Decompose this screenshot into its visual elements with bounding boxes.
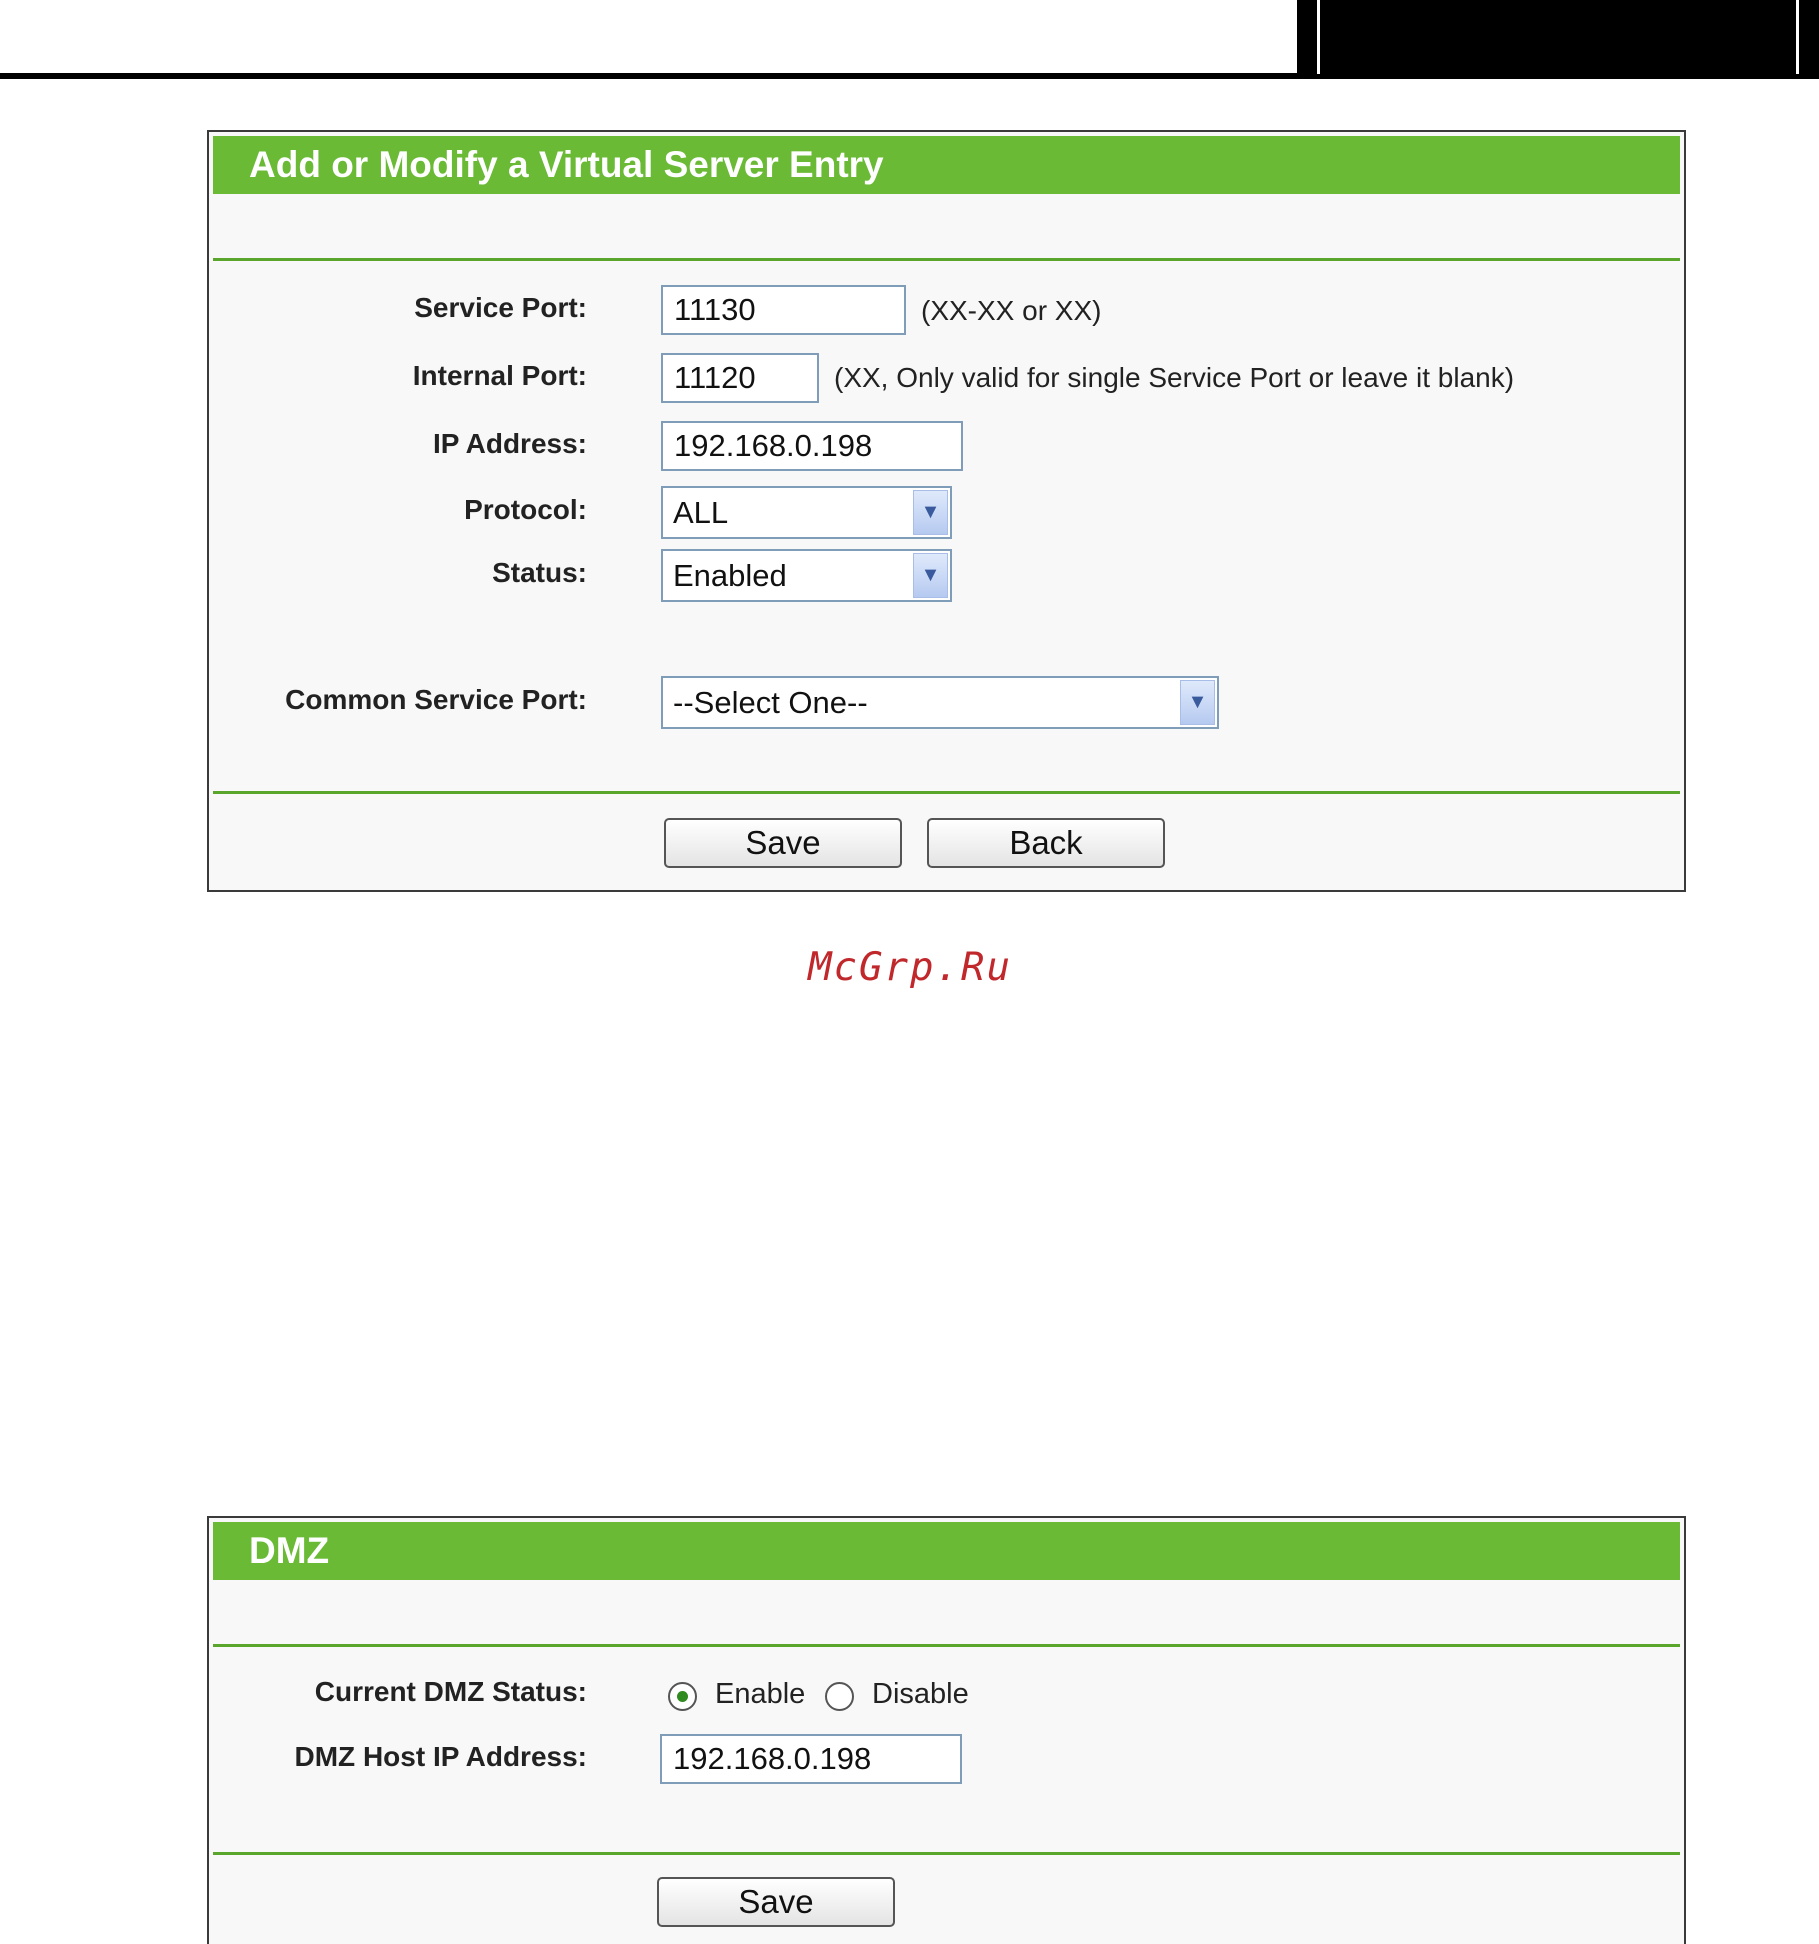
save-button[interactable]: Save: [664, 818, 902, 868]
top-black-box: [1297, 0, 1819, 79]
internal-port-input[interactable]: 11120: [661, 353, 819, 403]
box-notch-left: [1317, 0, 1320, 74]
protocol-value: ALL: [673, 495, 729, 530]
common-service-port-select[interactable]: [661, 676, 1219, 729]
divider: [213, 791, 1680, 794]
internal-port-label: Internal Port:: [412, 360, 587, 391]
chevron-down-icon[interactable]: ▼: [913, 490, 948, 535]
enable-label: Enable: [715, 1678, 806, 1710]
current-dmz-status-label: Current DMZ Status:: [314, 1676, 587, 1707]
protocol-select[interactable]: [661, 486, 952, 539]
divider: [213, 1644, 1680, 1647]
ip-address-input[interactable]: 192.168.0.198: [661, 421, 963, 471]
chevron-down-icon[interactable]: ▼: [913, 553, 948, 598]
internal-port-hint: (XX, Only valid for single Service Port or leave it blank): [834, 362, 1515, 393]
service-port-label: Service Port:: [414, 292, 587, 323]
disable-radio[interactable]: [825, 1682, 854, 1711]
virtual-server-panel: [207, 130, 1686, 892]
dmz-host-ip-label: DMZ Host IP Address:: [294, 1741, 587, 1772]
chevron-down-icon[interactable]: ▼: [1180, 680, 1215, 725]
dmz-panel: [207, 1516, 1686, 1944]
enable-radio[interactable]: [668, 1682, 697, 1711]
radio-selected-dot: [677, 1691, 688, 1702]
back-button[interactable]: Back: [927, 818, 1165, 868]
status-label: Status:: [492, 557, 587, 588]
dmz-host-ip-input[interactable]: 192.168.0.198: [660, 1734, 962, 1784]
box-notch-right: [1796, 0, 1799, 74]
panel-title: Add or Modify a Virtual Server Entry: [213, 136, 1680, 194]
ip-address-label: IP Address:: [432, 428, 587, 459]
status-value: Enabled: [673, 558, 787, 593]
disable-label: Disable: [872, 1678, 969, 1710]
common-service-port-value: --Select One--: [673, 685, 868, 720]
document-top-bar: [0, 0, 1819, 82]
panel-title: DMZ: [213, 1522, 1680, 1580]
save-button[interactable]: Save: [657, 1877, 895, 1927]
service-port-input[interactable]: 11130: [661, 285, 906, 335]
service-port-hint: (XX-XX or XX): [921, 295, 1102, 326]
watermark: McGrp.Ru: [808, 945, 1012, 990]
divider: [213, 1852, 1680, 1855]
common-service-port-label: Common Service Port:: [285, 684, 587, 715]
status-select[interactable]: [661, 549, 952, 602]
protocol-label: Protocol:: [464, 494, 587, 525]
divider: [213, 258, 1680, 261]
